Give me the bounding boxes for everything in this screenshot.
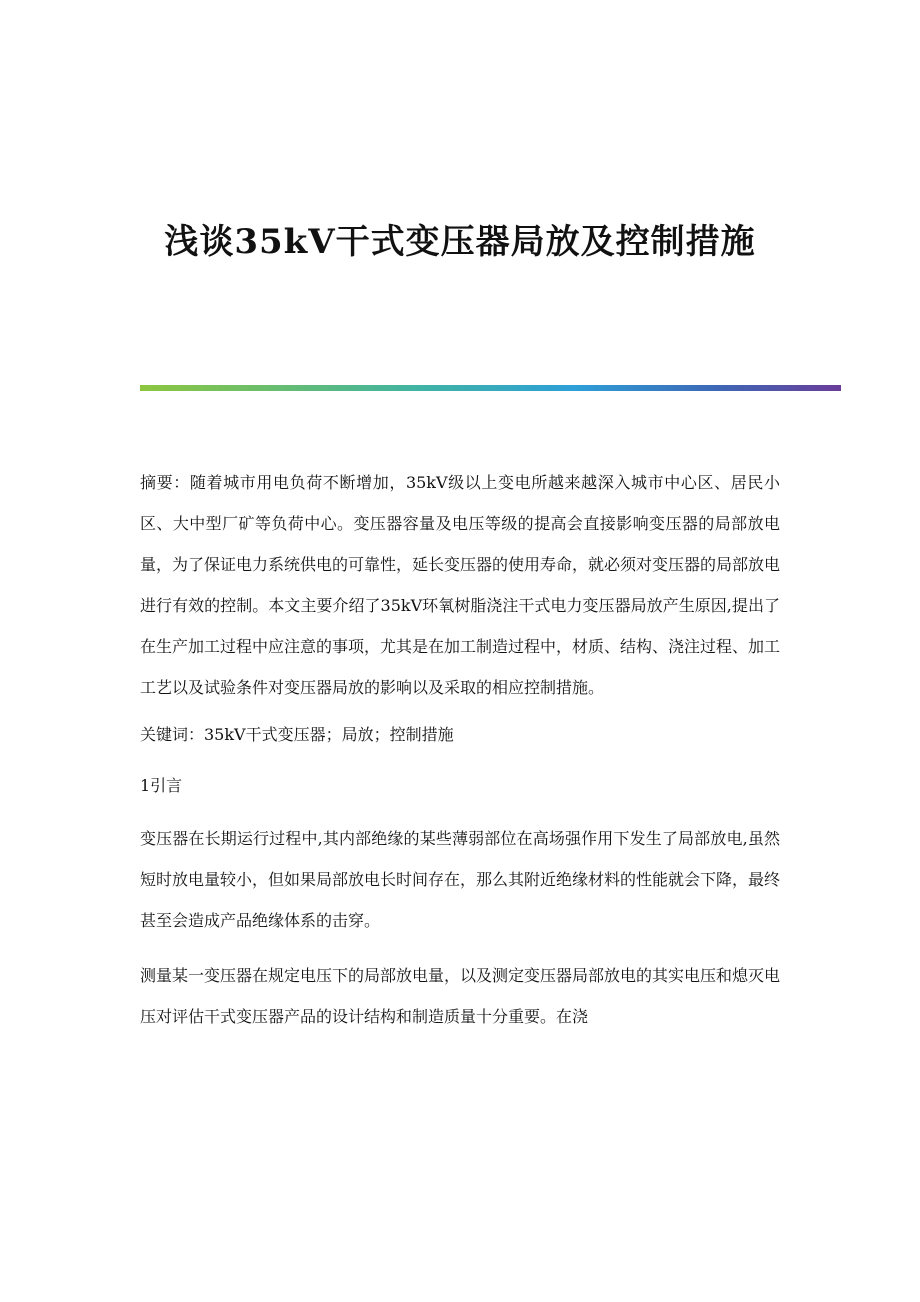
keywords-line: 关键词：35kV干式变压器；局放；控制措施 <box>140 725 454 744</box>
document-body <box>140 462 780 1037</box>
section-heading: 1引言 <box>140 776 183 795</box>
document-title: 浅谈35kV干式变压器局放及控制措施 <box>164 222 756 262</box>
body-paragraph: 测量某一变压器在规定电压下的局部放电量，以及测定变压器局部放电的其实电压和熄灭电压对评估干式变压器产品的设计结构和制造质量十分重要。在浇 <box>140 966 781 1026</box>
abstract-paragraph: 摘要：随着城市用电负荷不断增加，35kV级以上变电所越来越深入城市中心区、居民小区、大中型厂矿等负荷中心。变压器容量及电压等级的提高会直接影响变压器的局部放电量，为了保证电力系统供电的可靠性，延长变压器的使用寿命，就必须对变压器的局部放电进行有效的控制。本文主要介绍了35kV环氧树脂浇注干式电力变压器局放产生原因,提出了在生产加工过程中应注意的事项，尤其是在加工制造过程中，材质、结构、浇注过程、加工工艺以及试验条件对变压器局放的影响以及采取的相应控制措施。 <box>140 473 781 697</box>
body-paragraph: 变压器在长期运行过程中,其内部绝缘的某些薄弱部位在高场强作用下发生了局部放电,虽然短时放电量较小，但如果局部放电长时间存在，那么其附近绝缘材料的性能就会下降，最终甚至会造成产品绝缘体系的击穿。 <box>140 829 781 930</box>
title-divider <box>140 385 841 391</box>
